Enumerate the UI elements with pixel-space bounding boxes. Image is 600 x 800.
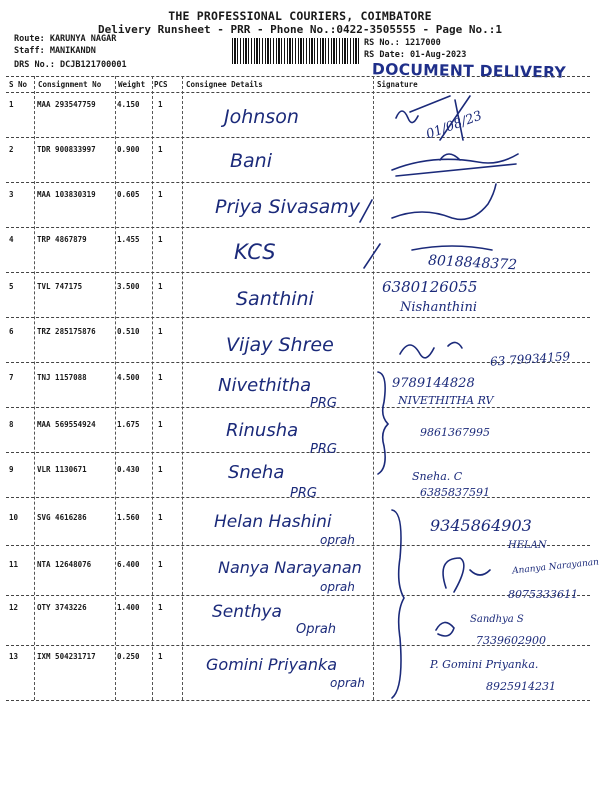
row-2-pcs: 1	[158, 145, 163, 154]
signature-scribble-row-2	[392, 154, 518, 176]
route-label: Route: KARUNYA NAGAR	[14, 34, 117, 44]
col-header-sno: S No	[9, 80, 28, 89]
signature-scribble-row-12	[436, 622, 454, 636]
row-8-consignee-note: PRG	[310, 442, 337, 457]
row-10-sno: 10	[9, 513, 19, 522]
row-8-consignee: Rinusha	[226, 420, 299, 441]
row-10-signature-name: HELAN	[508, 540, 547, 551]
signature-scribble-row-1	[396, 96, 470, 140]
staff-label: Staff: MANIKANDN	[14, 46, 96, 56]
row-1-signature: 01/08/23	[424, 108, 485, 143]
row-1-pcs: 1	[158, 100, 163, 109]
row-9-signature-name: Sneha. C	[412, 470, 463, 483]
row-6-consignee: Vijay Shree	[226, 334, 334, 356]
row-13-pcs: 1	[158, 652, 163, 661]
row-8-pcs: 1	[158, 420, 163, 429]
row-12-weight: 1.400	[117, 603, 140, 612]
row-7-consignee-note: PRG	[310, 396, 337, 411]
row-2-consignee: Bani	[230, 150, 272, 172]
row-12-consignee-note: Oprah	[296, 622, 337, 637]
tick-mark-row-4	[364, 244, 492, 268]
row-2-weight: 0.900	[117, 145, 140, 154]
row-9-signature-phone: 6385837591	[420, 486, 490, 499]
row-3-cons: MAA 103830319	[37, 190, 96, 199]
row-11-pcs: 1	[158, 560, 163, 569]
col-header-consignee: Consignee Details	[186, 80, 263, 89]
row-1-weight: 4.150	[117, 100, 140, 109]
row-13-signature-name: P. Gomini Priyanka.	[430, 658, 539, 671]
row-3-consignee: Priya Sivasamy	[215, 196, 360, 218]
document-subtitle: Delivery Runsheet - PRR - Phone No.:0422-3505555 - Page No.:1	[98, 23, 502, 36]
row-8-cons: MAA 569554924	[37, 420, 96, 429]
document-delivery-stamp: DOCUMENT DELIVERY	[371, 60, 567, 82]
row-6-cons: TRZ 285175876	[37, 327, 96, 336]
rs-number: RS No.: 1217000	[364, 38, 441, 48]
row-7-signature-phone: 9789144828	[392, 376, 475, 391]
row-9-consignee: Sneha	[228, 462, 285, 483]
row-12-consignee: Senthya	[212, 602, 282, 622]
row-4-cons: TRP 4867879	[37, 235, 87, 244]
row-7-signature-name: NIVETHITHA RV	[398, 394, 494, 407]
row-9-cons: VLR 1130671	[37, 465, 87, 474]
drs-number: DRS No.: DCJB121700001	[14, 60, 127, 70]
col-header-pcs: PCS	[154, 80, 168, 89]
row-10-consignee: Helan Hashini	[214, 512, 332, 532]
row-7-weight: 4.500	[117, 373, 140, 382]
row-4-consignee: KCS	[234, 240, 276, 264]
row-7-sno: 7	[9, 373, 14, 382]
row-5-weight: 3.500	[117, 282, 140, 291]
row-4-signature: 8018848372	[427, 252, 518, 274]
row-13-consignee: Gomini Priyanka	[206, 655, 338, 674]
row-6-pcs: 1	[158, 327, 163, 336]
row-11-cons: NTA 12648076	[37, 560, 92, 569]
bracket-row-10-13	[392, 510, 404, 698]
document-title: THE PROFESSIONAL COURIERS, COIMBATORE	[168, 9, 432, 23]
row-2-cons: TDR 900833997	[37, 145, 96, 154]
row-9-consignee-note: PRG	[290, 486, 317, 501]
row-10-consignee-note: oprah	[320, 533, 355, 547]
col-header-consignment: Consignment No	[38, 80, 102, 89]
row-3-pcs: 1	[158, 190, 163, 199]
row-6-signature: 63 79934159	[489, 349, 571, 369]
signature-scribble-row-6	[400, 342, 462, 357]
col-header-signature: Signature	[377, 80, 418, 89]
row-8-signature: 9861367995	[420, 426, 490, 439]
row-8-sno: 8	[9, 420, 14, 429]
row-10-cons: SVG 4616286	[37, 513, 87, 522]
row-10-signature-phone: 9345864903	[430, 516, 532, 535]
row-10-weight: 1.560	[117, 513, 140, 522]
row-8-weight: 1.675	[117, 420, 140, 429]
row-10-pcs: 1	[158, 513, 163, 522]
signature-scribble-row-11	[443, 558, 490, 592]
row-1-sno: 1	[9, 100, 14, 109]
row-13-consignee-note: oprah	[330, 676, 365, 690]
row-12-pcs: 1	[158, 603, 163, 612]
row-6-sno: 6	[9, 327, 14, 336]
row-3-sno: 3	[9, 190, 14, 199]
row-3-weight: 0.605	[117, 190, 140, 199]
row-11-signature-phone: 8075333611	[508, 588, 578, 601]
row-11-signature-name: Ananya Narayanan	[511, 557, 600, 577]
row-7-pcs: 1	[158, 373, 163, 382]
row-11-consignee-note: oprah	[320, 580, 355, 594]
row-7-cons: TNJ 1157088	[37, 373, 87, 382]
signature-scribble-row-3	[360, 184, 496, 222]
col-header-weight: Weight	[118, 80, 146, 89]
row-13-weight: 0.250	[117, 652, 140, 661]
row-4-pcs: 1	[158, 235, 163, 244]
rs-date: RS Date: 01-Aug-2023	[364, 50, 467, 60]
bracket-row-7-9	[378, 372, 388, 474]
row-5-cons: TVL 747175	[37, 282, 83, 291]
row-9-sno: 9	[9, 465, 14, 474]
row-6-weight: 0.510	[117, 327, 140, 336]
row-4-weight: 1.455	[117, 235, 140, 244]
row-13-cons: IXM 504231717	[37, 652, 96, 661]
row-11-consignee: Nanya Narayanan	[218, 558, 362, 577]
row-9-pcs: 1	[158, 465, 163, 474]
row-7-consignee: Nivethitha	[218, 375, 312, 396]
row-13-sno: 13	[9, 652, 19, 661]
row-11-weight: 6.400	[117, 560, 140, 569]
row-5-signature-phone: 6380126055	[382, 278, 478, 296]
row-12-signature-name: Sandhya S	[470, 614, 524, 625]
row-5-consignee: Santhini	[236, 288, 314, 310]
row-1-consignee: Johnson	[224, 106, 299, 128]
row-11-sno: 11	[9, 560, 19, 569]
row-12-cons: OTY 3743226	[37, 603, 87, 612]
row-4-sno: 4	[9, 235, 14, 244]
row-12-signature-phone: 7339602900	[476, 634, 546, 647]
row-12-sno: 12	[9, 603, 19, 612]
row-13-signature-phone: 8925914231	[486, 680, 556, 693]
row-5-pcs: 1	[158, 282, 163, 291]
row-9-weight: 0.430	[117, 465, 140, 474]
row-5-sno: 5	[9, 282, 14, 291]
row-1-cons: MAA 293547759	[37, 100, 96, 109]
row-5-signature-name: Nishanthini	[400, 300, 477, 315]
row-2-sno: 2	[9, 145, 14, 154]
